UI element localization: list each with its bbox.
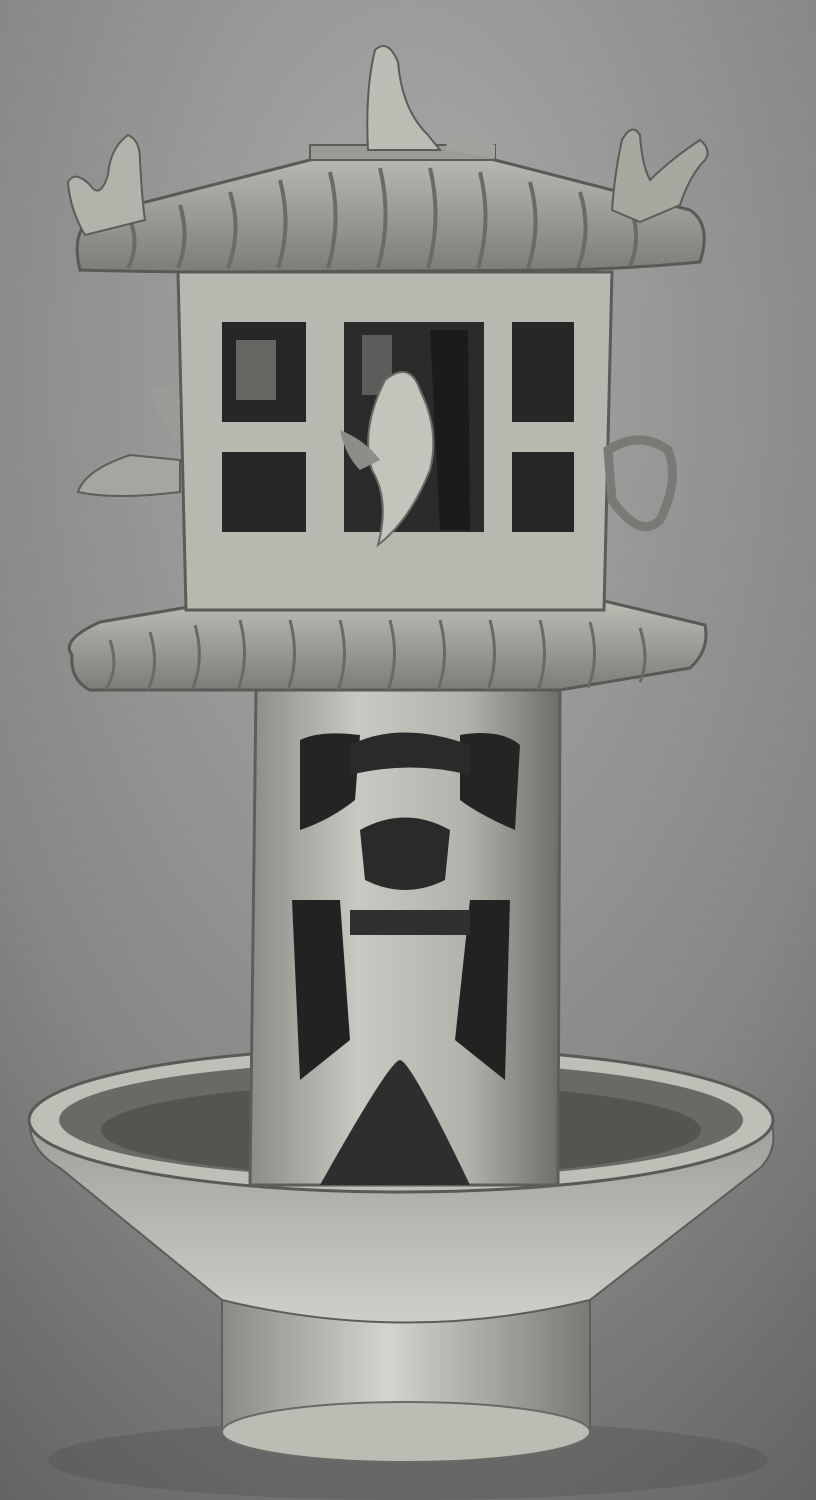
basin-foot-rim bbox=[222, 1402, 590, 1462]
window-pane-lower-left bbox=[222, 452, 306, 532]
window-pane-lower-right bbox=[512, 452, 574, 532]
shaft-crossbar-gap bbox=[350, 910, 470, 935]
balcony-eave bbox=[69, 600, 706, 690]
window-pane-upper-right bbox=[512, 322, 574, 422]
shaft-opening-center bbox=[360, 818, 450, 891]
window-light-left bbox=[236, 340, 276, 400]
